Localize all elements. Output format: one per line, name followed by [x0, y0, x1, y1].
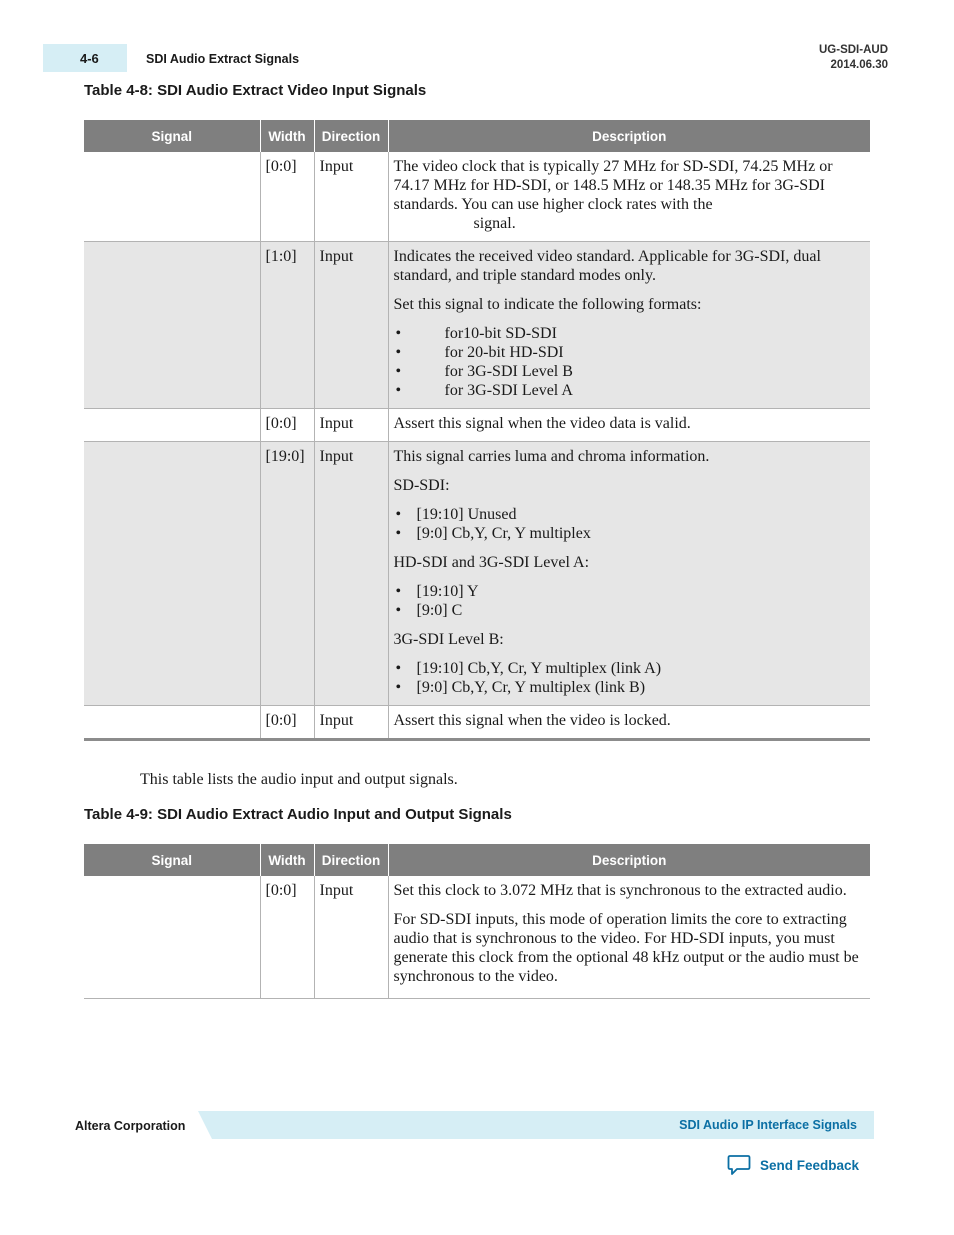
- video-input-signals-table: [84, 120, 870, 741]
- direction-cell: Input: [314, 409, 388, 442]
- description-text: Set this clock to 3.072 MHz that is synchronous to the extracted audio.: [393, 882, 847, 899]
- doc-date: 2014.06.30: [830, 59, 888, 71]
- doc-id-block: [819, 43, 888, 73]
- body-paragraph: This table lists the audio input and output signals.: [140, 771, 458, 788]
- description-cell: [388, 706, 870, 740]
- description-text: For SD-SDI inputs, this mode of operation limits the core to extracting audio that is synchronous to the video. For HD-SDI inputs, you must generate this clock from the optional 48 kHz output or the audio must be synchronous to the video.: [393, 911, 859, 985]
- bit-list: [394, 505, 866, 543]
- list-item: • for 20-bit HD-SDI: [394, 343, 866, 362]
- send-feedback-link[interactable]: [727, 1153, 859, 1177]
- direction-cell: Input: [314, 242, 388, 409]
- list-item: • [19:10] Unused: [394, 505, 866, 524]
- header-description: Description: [388, 120, 870, 152]
- description-text: This signal carries luma and chroma information.: [393, 448, 710, 465]
- table-row: [84, 442, 870, 706]
- bit-list: [394, 659, 866, 697]
- description-tail: signal.: [473, 215, 516, 232]
- direction-cell: Input: [314, 706, 388, 740]
- description-text: Indicates the received video standard. Applicable for 3G-SDI, dual standard, and triple standard modes only.: [393, 248, 821, 284]
- width-cell: [19:0]: [260, 442, 314, 706]
- direction-cell: Input: [314, 876, 388, 999]
- list-item: • [9:0] Cb,Y, Cr, Y multiplex: [394, 524, 866, 543]
- group-label: HD-SDI and 3G-SDI Level A:: [393, 554, 590, 571]
- header-description: Description: [388, 844, 870, 876]
- audio-io-signals-table: [84, 844, 870, 999]
- table1-caption: Table 4-8: SDI Audio Extract Video Input Signals: [84, 82, 427, 99]
- format-list: [394, 324, 866, 400]
- width-cell: [0:0]: [260, 409, 314, 442]
- description-cell: [388, 876, 870, 999]
- width-cell: [1:0]: [260, 242, 314, 409]
- width-cell: [0:0]: [260, 152, 314, 242]
- table-row: [84, 706, 870, 740]
- list-item: • for 3G-SDI Level B: [394, 362, 866, 381]
- direction-cell: Input: [314, 152, 388, 242]
- signal-cell: [84, 876, 260, 999]
- group-label: SD-SDI:: [393, 477, 450, 494]
- description-cell: [388, 242, 870, 409]
- table-row: [84, 876, 870, 999]
- direction-cell: Input: [314, 442, 388, 706]
- table-row: [84, 242, 870, 409]
- bit-list: [394, 582, 866, 620]
- header-width: Width: [260, 120, 314, 152]
- table2-header-row: [84, 844, 870, 876]
- width-cell: [0:0]: [260, 876, 314, 999]
- group-label: 3G-SDI Level B:: [393, 631, 504, 648]
- page-number: 4-6: [80, 51, 99, 66]
- list-item: • [9:0] C: [394, 601, 866, 620]
- signal-cell: [84, 442, 260, 706]
- list-item: • [19:10] Y: [394, 582, 866, 601]
- signal-cell: [84, 152, 260, 242]
- header-width: Width: [260, 844, 314, 876]
- description-cell: [388, 152, 870, 242]
- table-row: [84, 409, 870, 442]
- description-text: Assert this signal when the video is locked.: [393, 712, 671, 729]
- description-text: Set this signal to indicate the following formats:: [393, 296, 702, 313]
- speech-bubble-icon: [727, 1154, 751, 1176]
- list-item: • for10-bit SD-SDI: [394, 324, 866, 343]
- company-name: Altera Corporation: [75, 1119, 186, 1133]
- signal-cell: [84, 706, 260, 740]
- doc-id: UG-SDI-AUD: [819, 44, 888, 56]
- list-item: • for 3G-SDI Level A: [394, 381, 866, 400]
- list-item: • [19:10] Cb,Y, Cr, Y multiplex (link A): [394, 659, 866, 678]
- width-cell: [0:0]: [260, 706, 314, 740]
- table-row: [84, 152, 870, 242]
- header-direction: Direction: [314, 844, 388, 876]
- list-item: • [9:0] Cb,Y, Cr, Y multiplex (link B): [394, 678, 866, 697]
- signal-cell: [84, 242, 260, 409]
- chapter-link[interactable]: SDI Audio IP Interface Signals: [679, 1118, 857, 1132]
- table2-caption: Table 4-9: SDI Audio Extract Audio Input and Output Signals: [84, 806, 512, 823]
- header-signal: Signal: [84, 120, 260, 152]
- table1-header-row: [84, 120, 870, 152]
- description-text: Assert this signal when the video data is valid.: [393, 415, 691, 432]
- header-signal: Signal: [84, 844, 260, 876]
- header-direction: Direction: [314, 120, 388, 152]
- description-cell: [388, 442, 870, 706]
- description-cell: [388, 409, 870, 442]
- description-text: The video clock that is typically 27 MHz for SD-SDI, 74.25 MHz or 74.17 MHz for HD-SDI, or 148.5 MHz or 148.35 MHz for 3G-SDI standards. You can use higher clock rates with the signal.: [393, 158, 833, 232]
- section-title: SDI Audio Extract Signals: [146, 52, 300, 66]
- send-feedback-label: Send Feedback: [760, 1157, 860, 1173]
- signal-cell: [84, 409, 260, 442]
